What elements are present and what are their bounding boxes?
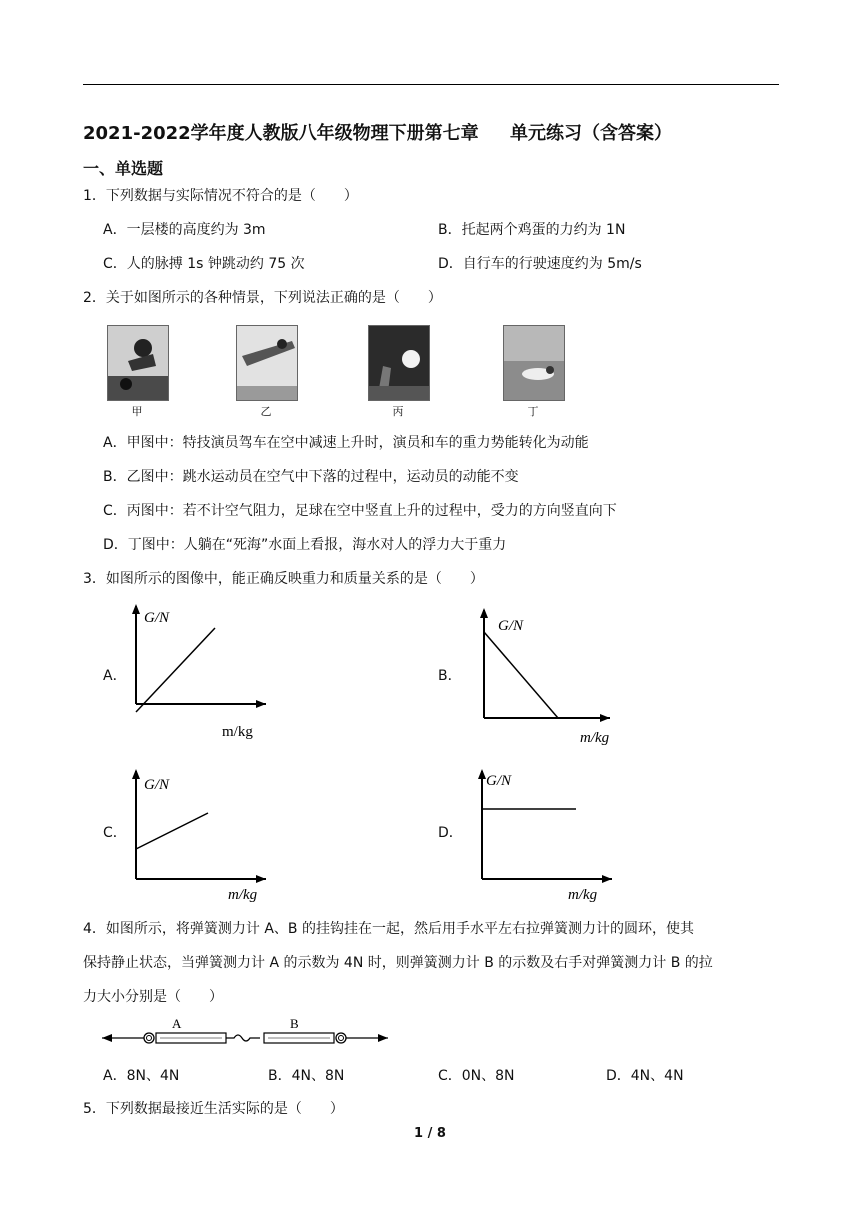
header-rule bbox=[83, 84, 779, 85]
photo-label-jia: 甲 bbox=[131, 405, 143, 418]
dead-sea-image bbox=[504, 326, 564, 400]
question-1-stem: 1．下列数据与实际情况不符合的是（ ） bbox=[83, 188, 358, 204]
photo-label-bing: 丙 bbox=[392, 405, 404, 418]
graph-a-y-label: G/N bbox=[144, 610, 170, 626]
question-1-option-a: A．一层楼的高度约为 3m bbox=[103, 222, 266, 238]
question-2-option-c: C．丙图中：若不计空气阻力，足球在空中竖直上升的过程中，受力的方向竖直向下 bbox=[103, 503, 617, 519]
graph-c-x-label: m/kg bbox=[228, 887, 258, 903]
question-1-option-b: B．托起两个鸡蛋的力约为 1N bbox=[438, 222, 626, 238]
question-5-stem: 5．下列数据最接近生活实际的是（ ） bbox=[83, 1101, 344, 1117]
spring-label-b: B bbox=[290, 1016, 299, 1031]
graph-d-x-label: m/kg bbox=[568, 887, 598, 903]
photo-bing bbox=[368, 325, 430, 401]
graph-c-y-label: G/N bbox=[144, 777, 170, 793]
graph-b bbox=[470, 604, 615, 748]
photo-yi bbox=[236, 325, 298, 401]
question-4-option-a: A．8N、4N bbox=[103, 1068, 180, 1084]
question-4-option-b: B．4N、8N bbox=[268, 1068, 345, 1084]
question-4-stem-line3: 力大小分别是（ ） bbox=[83, 989, 223, 1005]
section-heading: 一、单选题 bbox=[83, 159, 164, 178]
question-1-option-c: C．人的脉搏 1s 钟跳动约 75 次 bbox=[103, 256, 305, 272]
spring-label-a: A bbox=[172, 1016, 182, 1031]
question-2-option-a: A．甲图中：特技演员驾车在空中减速上升时，演员和车的重力势能转化为动能 bbox=[103, 435, 589, 451]
graph-label-a: A． bbox=[103, 668, 127, 684]
spring-scales-diagram bbox=[100, 1014, 390, 1048]
graph-a bbox=[120, 600, 270, 740]
photo-ding bbox=[503, 325, 565, 401]
graph-d-y-label: G/N bbox=[486, 773, 512, 789]
photo-label-yi: 乙 bbox=[260, 405, 272, 418]
graph-label-c: C． bbox=[103, 825, 127, 841]
page-number: 1 / 8 bbox=[414, 1126, 446, 1141]
question-4-stem-line2: 保持静止状态，当弹簧测力计 A 的示数为 4N 时，则弹簧测力计 B 的示数及右手对弹簧测力计 B 的拉 bbox=[83, 955, 713, 971]
diver-image bbox=[237, 326, 297, 400]
question-4-option-c: C．0N、8N bbox=[438, 1068, 515, 1084]
graph-b-x-label: m/kg bbox=[580, 730, 610, 746]
question-4-option-d: D．4N、4N bbox=[606, 1068, 684, 1084]
question-3-stem: 3．如图所示的图像中，能正确反映重力和质量关系的是（ ） bbox=[83, 571, 484, 587]
question-1-option-d: D．自行车的行驶速度约为 5m/s bbox=[438, 256, 642, 272]
graph-d bbox=[466, 765, 616, 905]
photo-label-ding: 丁 bbox=[527, 405, 539, 418]
photo-jia bbox=[107, 325, 169, 401]
question-4-stem-line1: 4．如图所示，将弹簧测力计 A、B 的挂钩挂在一起，然后用手水平左右拉弹簧测力计的圆环，使其 bbox=[83, 921, 694, 937]
graph-c bbox=[120, 765, 270, 905]
graph-a-x-label: m/kg bbox=[222, 724, 253, 740]
question-2-stem: 2．关于如图所示的各种情景，下列说法正确的是（ ） bbox=[83, 290, 442, 306]
graph-label-b: B． bbox=[438, 668, 462, 684]
football-image bbox=[369, 326, 429, 400]
question-2-option-d: D．丁图中：人躺在“死海”水面上看报，海水对人的浮力大于重力 bbox=[103, 537, 507, 553]
graph-label-d: D． bbox=[438, 825, 463, 841]
question-2-option-b: B．乙图中：跳水运动员在空气中下落的过程中，运动员的动能不变 bbox=[103, 469, 519, 485]
page-title: 2021-2022学年度人教版八年级物理下册第七章 单元练习（含答案） bbox=[83, 123, 672, 144]
stunt-car-image bbox=[108, 326, 168, 400]
graph-b-y-label: G/N bbox=[498, 618, 524, 634]
